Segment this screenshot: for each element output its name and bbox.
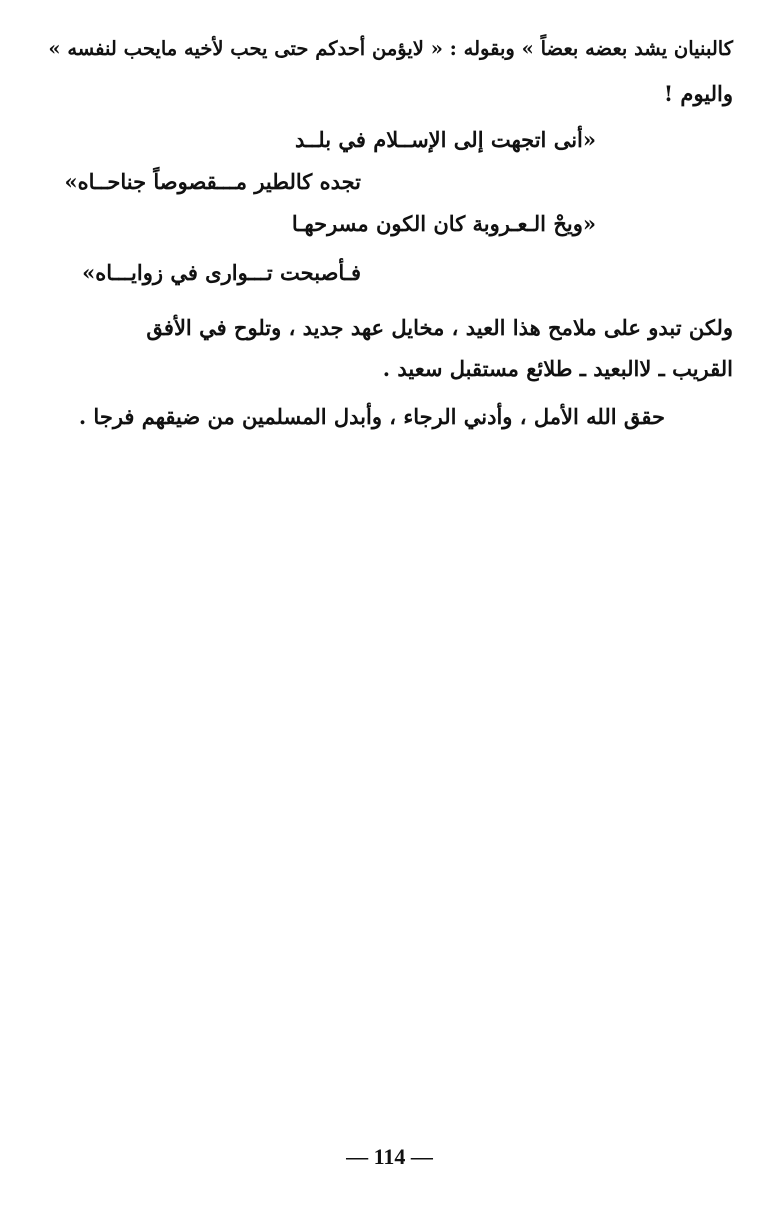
page-number: — 114 — xyxy=(346,1144,433,1169)
paragraph-3-line-1: حقق الله الأمل ، وأدني الرجاء ، وأبدل المسلمين من ضيقهم فرجا . xyxy=(78,404,665,429)
paragraph-1-line-1: كالبنيان يشد بعضه بعضاً » وبقوله : « لايؤمن أحدكم حتى يحب لأخيه مايحب لنفسه » xyxy=(48,37,733,60)
verse-2-first-hemistich: «ويحْ الـعـروبة كان الكون مسرحهـا xyxy=(291,211,596,236)
paragraph-1-line-2: واليوم ! xyxy=(663,81,733,106)
paragraph-2-line-2: القريب ـ لاالبعيد ـ طلائع مستقبل سعيد . xyxy=(382,356,733,381)
paragraph-2-line-1: ولكن تبدو على ملامح هذا العيد ، مخايل عهد جديد ، وتلوح في الأفق xyxy=(146,315,733,340)
verse-1-second-hemistich: تجده كالطير مـــقصوصاً جناحــاه» xyxy=(64,169,361,194)
verse-2-second-hemistich: فـأصبحت تـــواری في زوايـــاه» xyxy=(82,260,361,285)
verse-1-first-hemistich: «أنى اتجهت إلى الإســلام في بلــد xyxy=(294,127,596,152)
